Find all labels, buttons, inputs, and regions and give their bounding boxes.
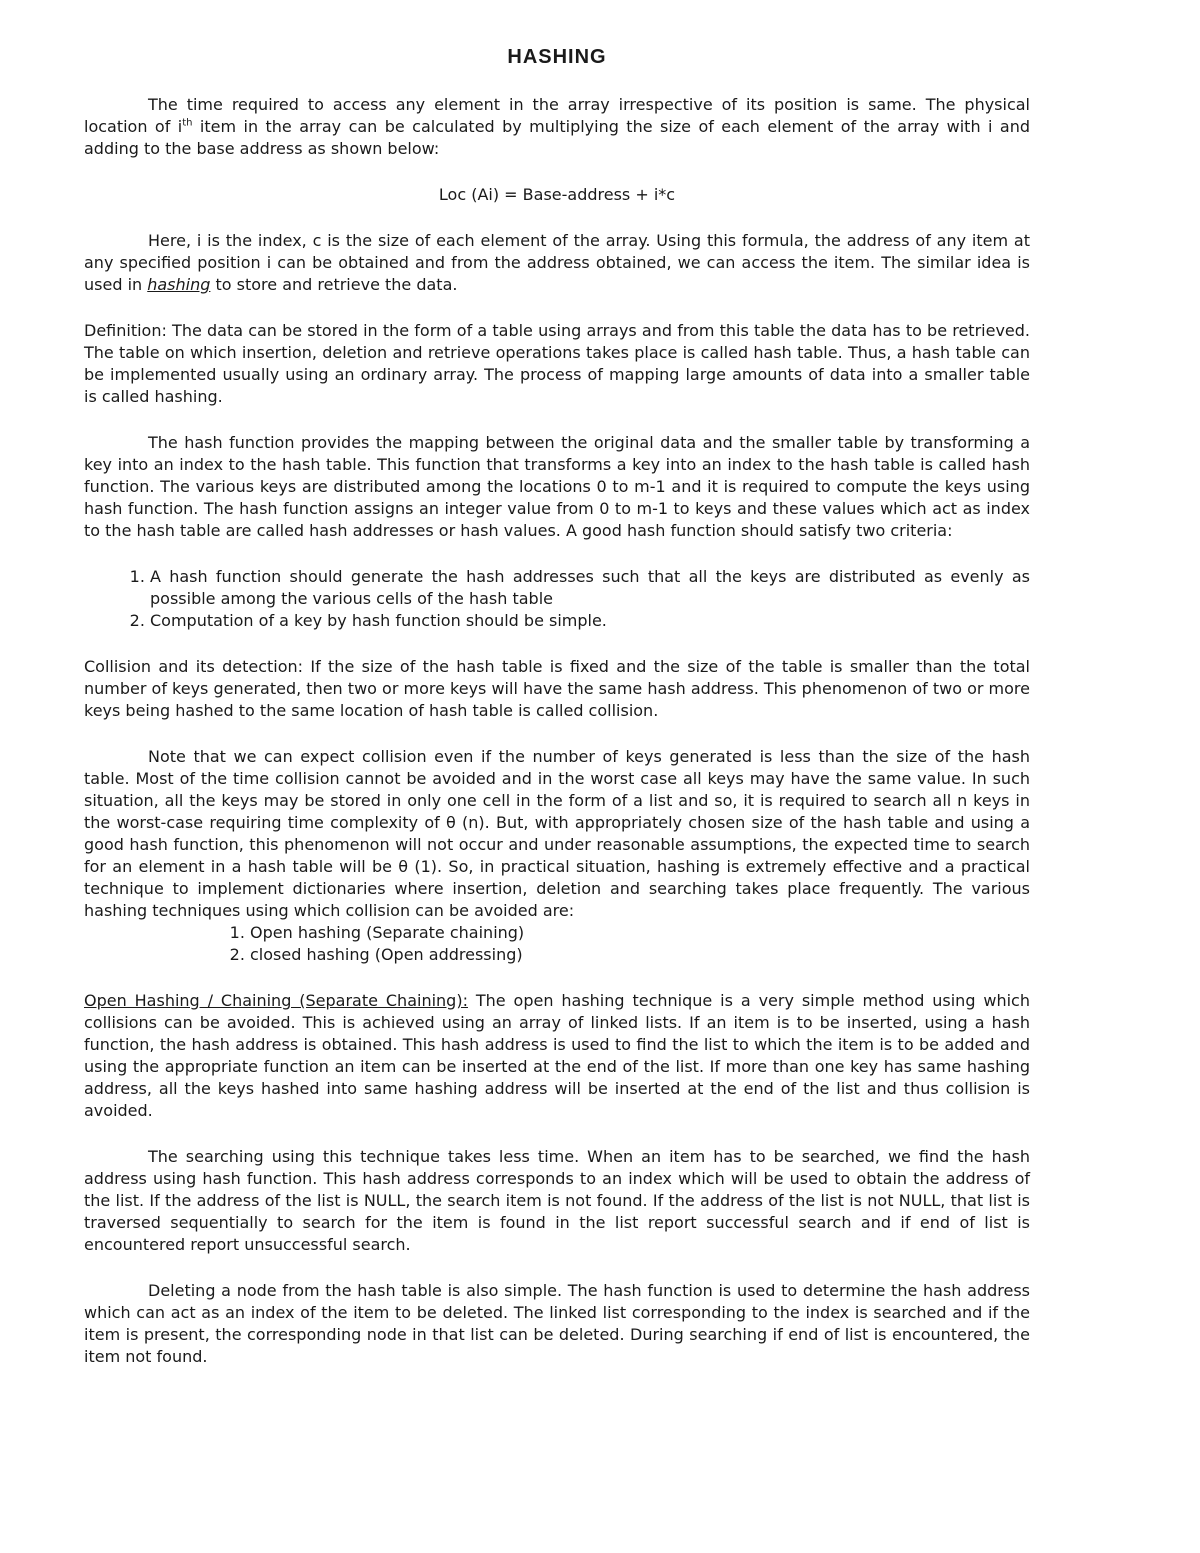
collision-paragraph: Collision and its detection: If the size of the hash table is fixed and the size of the table is smaller than the total number of keys generated, then two or more keys will have the same hash address. This phenomenon of two or more keys being hashed to the same location of hash table is called collision. — [84, 657, 1030, 720]
technique-item: 2. closed hashing (Open addressing) — [250, 944, 1030, 966]
criteria-item: 1. A hash function should generate the hash addresses such that all the keys are distributed as evenly as possible among the various cells of the hash table — [150, 566, 1030, 610]
technique-item: 1. Open hashing (Separate chaining) — [250, 922, 1030, 944]
hash-function-paragraph: The hash function provides the mapping between the original data and the smaller table by transforming a key into an index to the hash table. This function that transforms a key into an index to the hash table is called hash function. The various keys are distributed among the locations 0 to m-1 and it is required to compute the keys using hash function. The hash function assigns an integer value from 0 to m-1 to keys and these values which act as index to the hash table are called hash addresses or hash values. A good hash function should satisfy two criteria: — [84, 433, 1030, 540]
intro-paragraph — [84, 94, 1030, 160]
techniques-list — [84, 922, 1030, 966]
intro-text-2: item in the array can be calculated by multiplying the size of each element of the array with i and adding to the base address as shown below: — [84, 117, 1030, 158]
definition-paragraph: Definition: The data can be stored in the form of a table using arrays and from this table the data has to be retrieved. The table on which insertion, deletion and retrieve operations takes place is called hash table. Thus, a hash table can be implemented usually using an ordinary array. The process of mapping large amounts of data into a smaller table is called hashing. — [84, 321, 1030, 406]
page-title: HASHING — [507, 46, 607, 68]
document-page — [84, 40, 1030, 1392]
address-formula: Loc (Ai) = Base-address + i*c — [438, 185, 676, 204]
searching-paragraph: The searching using this technique takes less time. When an item has to be searched, we find the hash address using hash function. This hash address corresponds to an index which will be used to obtain the address of the list. If the address of the list is NULL, the search item is not found. If the address of the list is not NULL, that list is traversed sequentially to search for the item is found in the list report successful search and if end of list is encountered report unsuccessful search. — [84, 1147, 1030, 1254]
intro-text-1: The time required to access any element in the array irrespective of its position is same. The physical location of i — [84, 95, 1030, 136]
open-hashing-paragraph — [84, 990, 1030, 1122]
open-hashing-heading: Open Hashing / Chaining (Separate Chaining): — [84, 991, 468, 1010]
index-explanation-text-1: Here, i is the index, c is the size of each element of the array. Using this formula, the address of any item at any specified position i can be obtained and from the address obtained, we can access the item. The similar idea is used in — [84, 231, 1030, 294]
intro-superscript: th — [182, 117, 193, 129]
criteria-item: 2. Computation of a key by hash function should be simple. — [150, 610, 1030, 632]
criteria-list — [84, 566, 1030, 632]
index-explanation-text-2: to store and retrieve the data. — [210, 275, 458, 294]
index-explanation-paragraph — [84, 230, 1030, 296]
open-hashing-body: The open hashing technique is a very simple method using which collisions can be avoided. This is achieved using an array of linked lists. If an item is to be inserted, using a hash function, the hash address is obtained. This hash address is used to find the list to which the item is to be added and using the appropriate function an item can be inserted at the end of the list. If more than one key has same hashing address, all the keys hashed into same hashing address will be inserted at the end of the list and thus collision is avoided. — [84, 991, 1030, 1120]
note-paragraph: Note that we can expect collision even if the number of keys generated is less than the size of the hash table. Most of the time collision cannot be avoided and in the worst case all keys may have the same value. In such situation, all the keys may be stored in only one cell in the form of a list and so, it is required to search all n keys in the worst-case requiring time complexity of θ (n). But, with appropriately chosen size of the hash table and using a good hash function, this phenomenon will not occur and under reasonable assumptions, the expected time to search for an element in a hash table will be θ (1). So, in practical situation, hashing is extremely effective and a practical technique to implement dictionaries where insertion, deletion and searching takes place frequently. The various hashing techniques using which collision can be avoided are: — [84, 747, 1030, 920]
hashing-emphasis: hashing — [147, 275, 211, 294]
deleting-paragraph: Deleting a node from the hash table is also simple. The hash function is used to determine the hash address which can act as an index of the item to be deleted. The linked list corresponding to the index is searched and if the item is present, the corresponding node in that list can be deleted. During searching if end of list is encountered, the item not found. — [84, 1281, 1030, 1366]
